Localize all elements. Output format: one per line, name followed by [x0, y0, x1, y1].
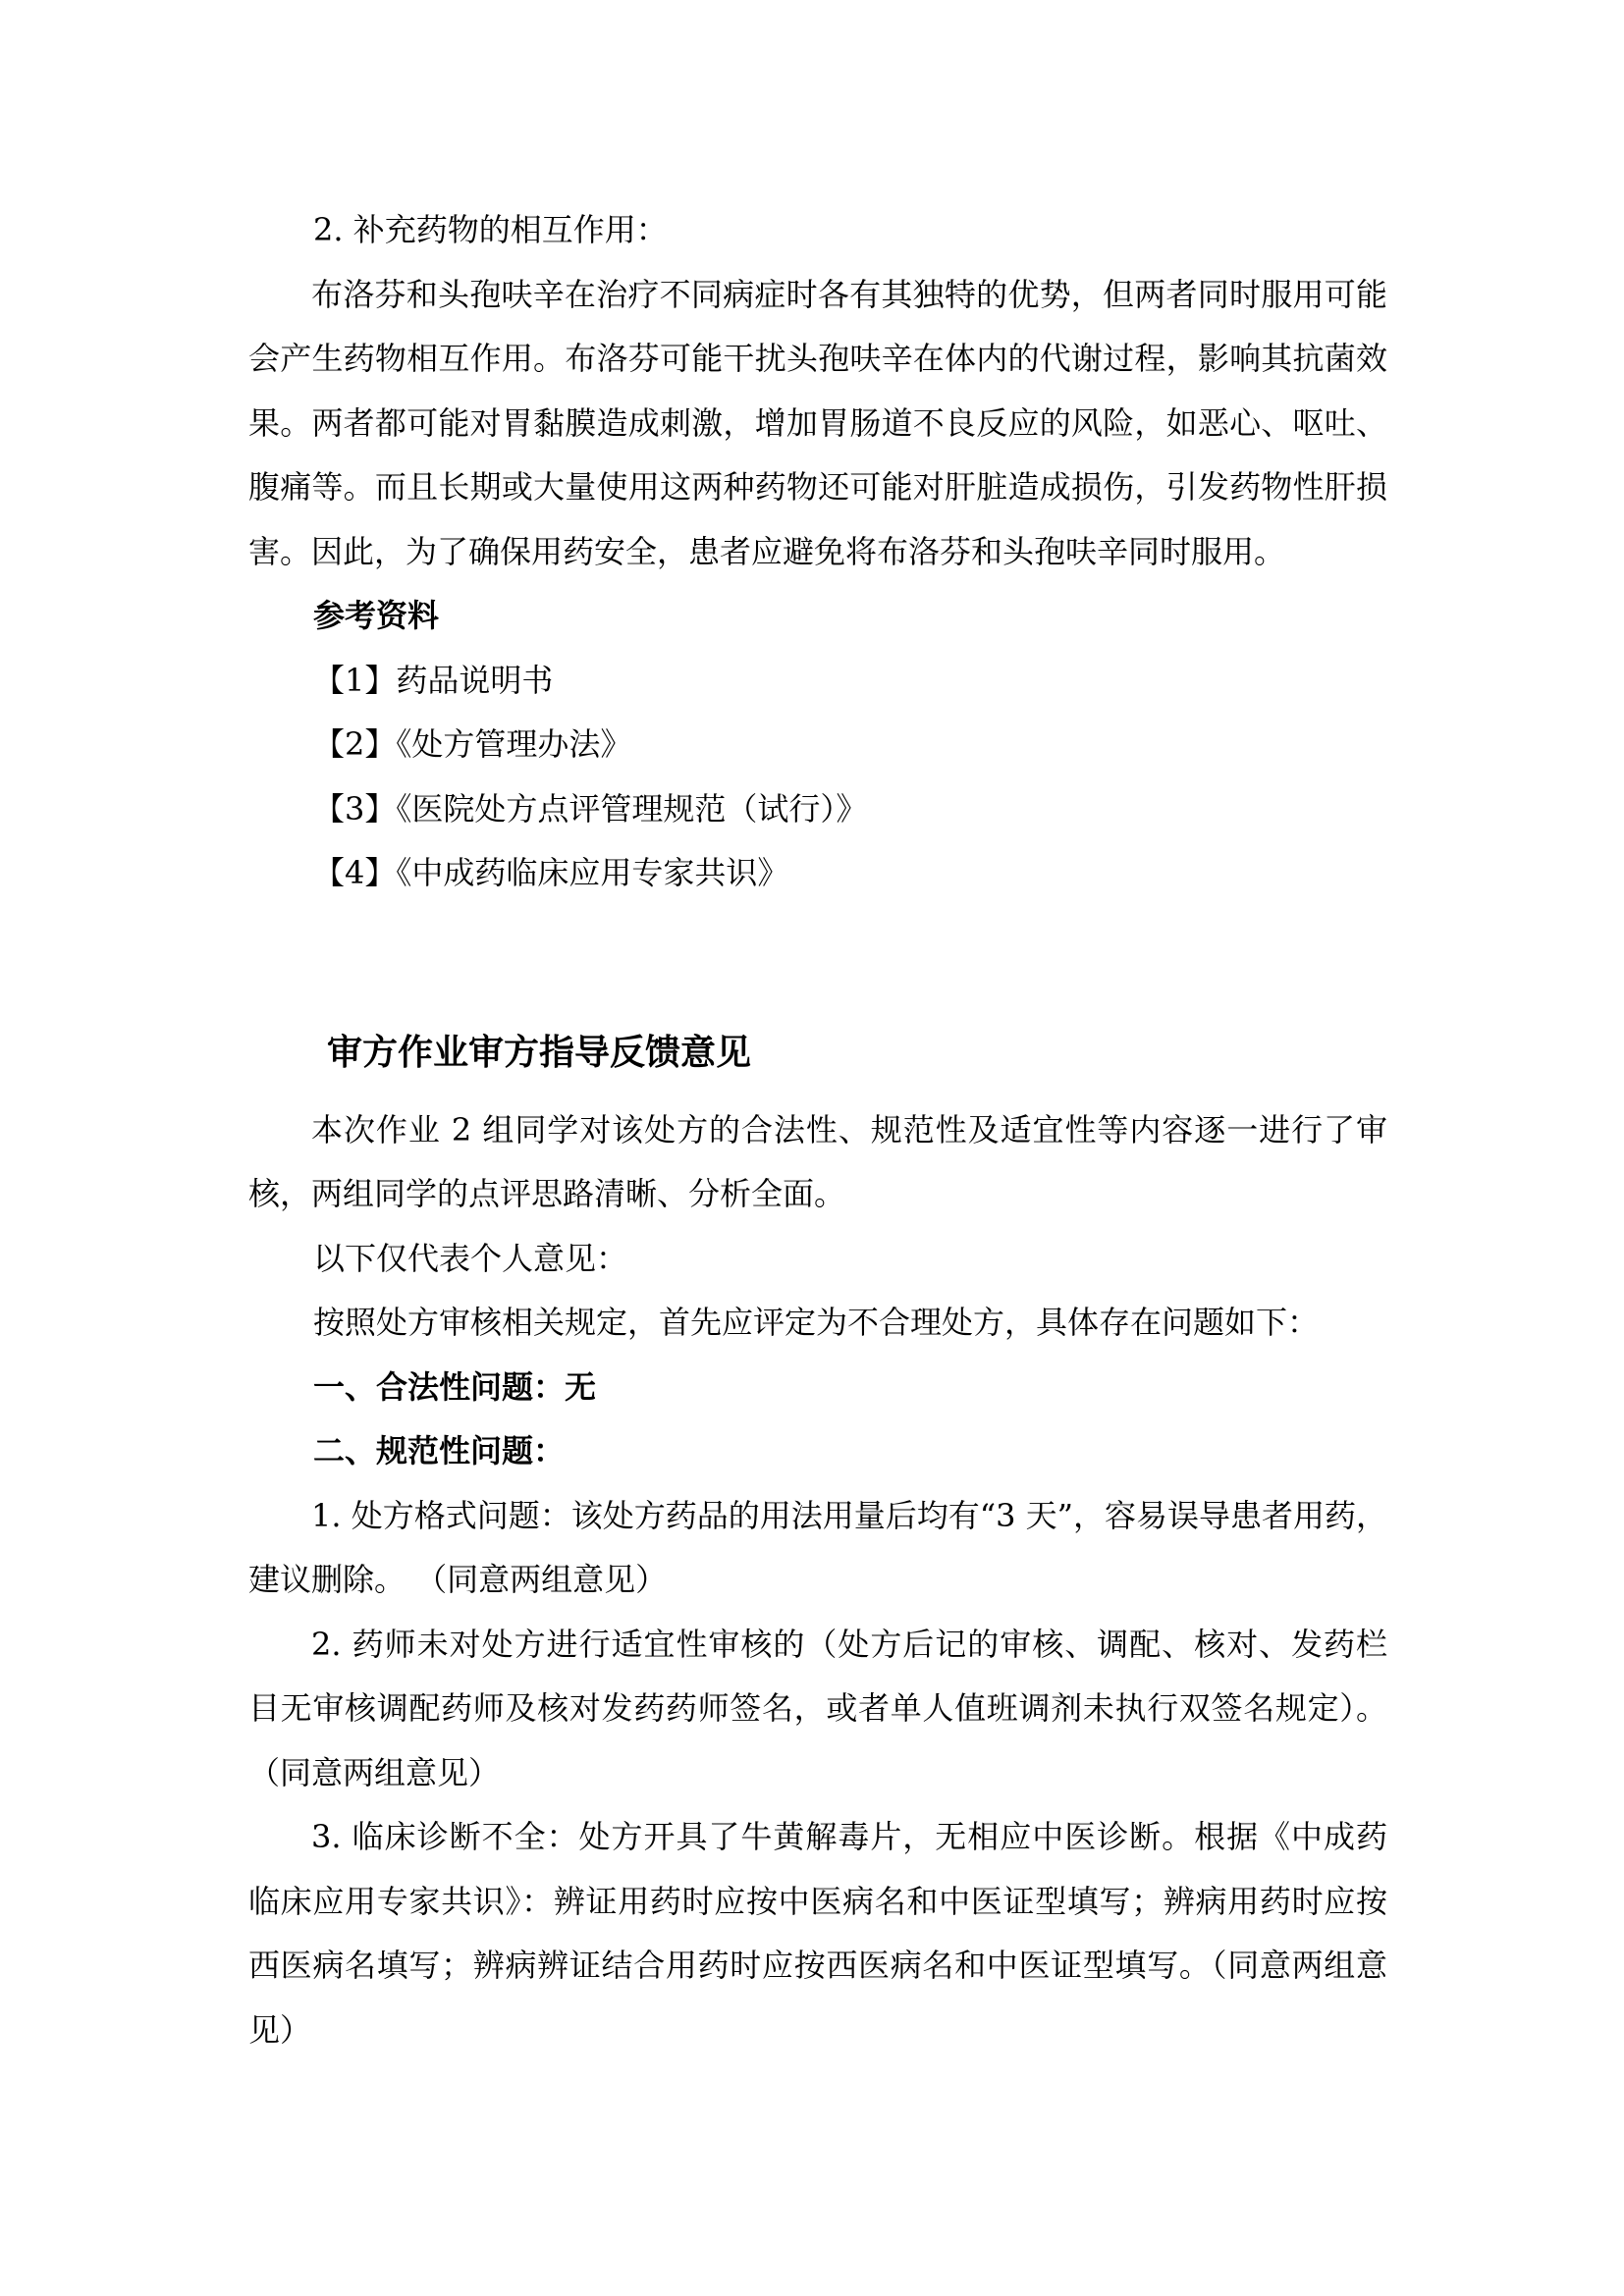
reference-item: 【1】药品说明书	[313, 661, 554, 699]
section-title-drug-interaction: 2. 补充药物的相互作用：	[313, 211, 668, 248]
feedback-heading: 审方作业审方指导反馈意见	[327, 1031, 752, 1073]
reference-item: 【3】《医院处方点评管理规范（试行）》	[313, 789, 868, 828]
references-heading: 参考资料	[313, 597, 440, 634]
standard-heading: 二、规范性问题：	[313, 1432, 566, 1469]
issue-paragraph: 1. 处方格式问题：该处方药品的用法用量后均有“3 天”，容易误导患者用药，建议删除。 （同意两组意见）	[248, 1496, 1387, 1598]
personal-note: 以下仅代表个人意见：	[313, 1239, 628, 1277]
document-page	[248, 0, 1387, 2296]
issue-paragraph: 2. 药师未对处方进行适宜性审核的（处方后记的审核、调配、核对、发药栏目无审核调配药师及核对发药药师签名，或者单人值班调剂未执行双签名规定）。（同意两组意见）	[248, 1625, 1387, 1791]
feedback-intro-paragraph: 本次作业 2 组同学对该处方的合法性、规范性及适宜性等内容逐一进行了审核，两组同学的点评思路清晰、分析全面。	[248, 1110, 1387, 1212]
legality-heading: 一、合法性问题：无	[313, 1367, 597, 1406]
drug-interaction-paragraph: 布洛芬和头孢呋辛在治疗不同病症时各有其独特的优势，但两者同时服用可能会产生药物相互作用。布洛芬可能干扰头孢呋辛在体内的代谢过程，影响其抗菌效果。两者都可能对胃黏膜造成刺激，增加胃肠道不良反应的风险，如恶心、呕吐、腹痛等。而且长期或大量使用这两种药物还可能对肝脏造成损伤，引发药物性肝损害。因此，为了确保用药安全，患者应避免将布洛芬和头孢呋辛同时服用。	[248, 275, 1387, 570]
reference-item: 【4】《中成药临床应用专家共识》	[313, 854, 789, 891]
conclusion-line: 按照处方审核相关规定，首先应评定为不合理处方，具体存在问题如下：	[313, 1304, 1320, 1341]
issue-paragraph: 3. 临床诊断不全：处方开具了牛黄解毒片，无相应中医诊断。根据《中成药临床应用专家共识》：辨证用药时应按中医病名和中医证型填写；辨病用药时应按西医病名填写；辨病辨证结合用药时应按西医病名和中医证型填写。（同意两组意见）	[248, 1818, 1387, 2049]
reference-item: 【2】《处方管理办法》	[313, 725, 632, 763]
